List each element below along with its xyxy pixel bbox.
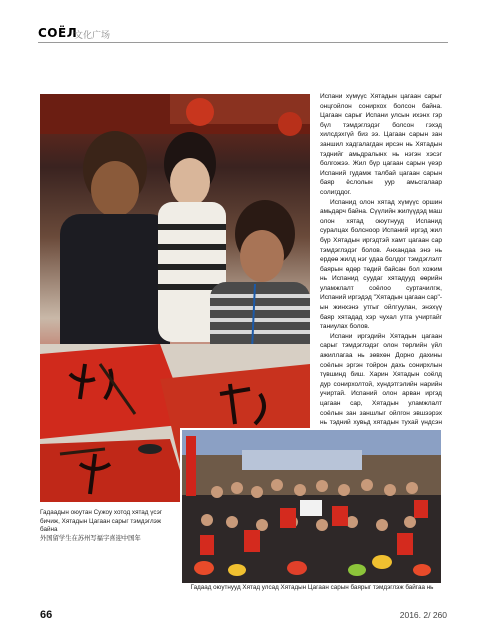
- article-paragraph-1: Испани хүмүүс Хятадын цагаан сарыг онцгойлон сонирхох болсон байна. Цагаан сарыг Испани улсын ихэнх гэр бүл тэмдэглэдэг болсон гэхэд хилсдэхгүй биз ээ. Цагаан сарын зан заншил хадгалагдан ирсэн нь Хятадын тэднийг амьдралынх нь нэгэн хэсэг болгожээ. Жил бүр цагаан сарын үеэр Испаний гудамж талбай цагаан сарын баяр ёслолын уур амьсгалаар солигддог.: [320, 93, 442, 196]
- section-title: СОЁЛ: [38, 26, 78, 40]
- photo1-caption-cn: 外国留学生在苏州写福字喜迎中国年: [40, 534, 141, 542]
- article-paragraph-3-text: Испани иргэдийн Хятадын цагаан сарыг тэмдэглэдэг олон төрлийн үйл ажиллагаа нь зөвхөн Дорно дахины соёлын эргэн тойрон дахь сонирхлын түвшинд биш. Харин Хятадын соёлд дур сонирхолтой, хүндэтгэлийн нарийн учиртай. Испаний олон арван иргэд цагаан сар, Хятадын уламжлалт соёлын зан заншлыг ойлгон эвшээрэх нь тэдний хувьд хятадын тухай үндсэн: [320, 332, 442, 427]
- photo1-caption: [40, 509, 180, 543]
- group-photo: [180, 428, 443, 585]
- page-header: [38, 24, 458, 44]
- article-body: [320, 92, 442, 437]
- photo2-caption: Гадаад оюутнууд Хятад улсад Хятадын Цагаан сарын баярыг тэмдэглэж байгаа нь: [190, 584, 434, 591]
- section-subtitle: 文化广场: [74, 30, 111, 40]
- page-number: 66: [40, 609, 53, 621]
- issue-number: 2016. 2/ 260: [399, 610, 447, 620]
- article-paragraph-2: Испанид олон хятад хүмүүс оршин амьдарч байна. Сүүлийн жилүүдэд маш олон хятад оюутнууд Испанид суралцах болсноор Испаний иргэд жил бүр Хятадын иргэдтэй хамт цагаан сар тэмдэглэдэг болов. Анхандаа энэ нь ердөө жилд нэг удаа болдог тэмдэглэлт баярын өдөр төдий байсан бол хожим нь Испанид суудаг хятадууд өөрийн уламжлалт соёлоо суртачилгж, Испаний иргэдэд "Хятадын цагаан сар"-ын жинхэнэ утгыг ойлгуулан, энэхүү баяр хятадад хэр чухал утга учиртайг таниулах болов.: [320, 198, 442, 331]
- article-paragraph-3: [320, 332, 442, 438]
- group-photo-illustration: [182, 430, 441, 583]
- header-rule: [38, 42, 448, 43]
- photo1-caption-mn: Гадаадын оюутан Сужоу хотод хятад үсэг бичиж, Хятадын Цагаан сарыг тэмдэглэж байна: [40, 509, 163, 534]
